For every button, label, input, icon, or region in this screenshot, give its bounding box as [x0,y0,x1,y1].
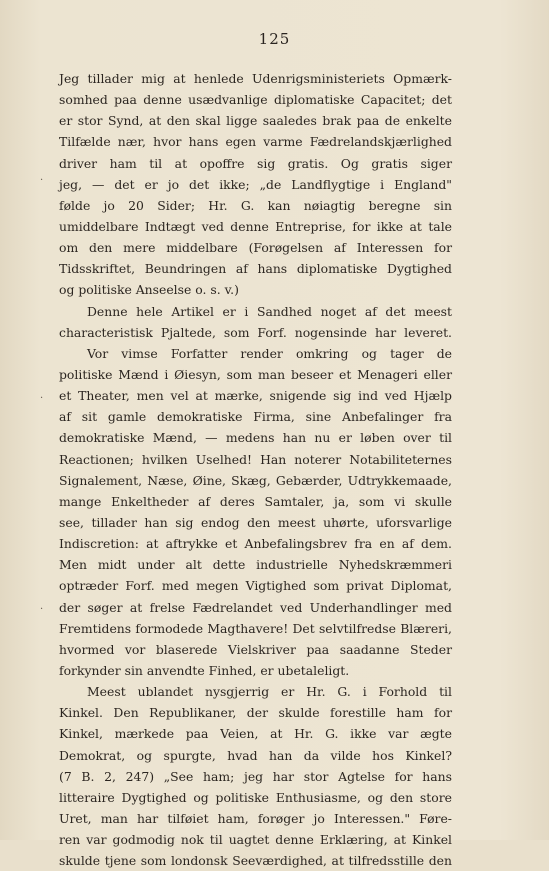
text-line: forkynder sin anvendte Finhed, er ubetaleligt. [59,662,350,678]
text-line: Vor vimse Forfatter render omkring og tager de [87,345,452,361]
text-line: Reactionen; hvilken Uselhed! Han noterer Notabiliteternes [59,451,452,467]
text-line: Denne hele Artikel er i Sandhed noget af det meest [87,303,452,319]
text-line: Meest ublandet nysgjerrig er Hr. G. i Forhold til [87,684,452,700]
text-line: Kinkel, mærkede paa Veien, at Hr. G. ikke var ægte [59,726,452,742]
text-line: ren var godmodig nok til uagtet denne Erklæring, at Kinkel [59,832,452,848]
text-line: politiske Mænd i Øiesyn, som man beseer et Menageri eller [59,366,452,382]
text-line: Signalement, Næse, Øine, Skæg, Gebærder, Udtrykkemaade, [59,472,452,488]
text-line: Indiscretion: at aftrykke et Anbefalingsbrev fra en af dem. [59,536,452,552]
text-line: skulde tjene som londonsk Seeværdighed, at tilfredsstille den [59,853,452,869]
margin-mark: · [40,175,44,186]
page-number: 125 [258,30,291,48]
text-line: Demokrat, og spurgte, hvad han da vilde hos Kinkel? [59,747,452,763]
text-line: characteristisk Pjaltede, som Forf. nogensinde har leveret. [59,324,452,340]
text-line: følde jo 20 Sider; Hr. G. kan nøiagtig beregne sin [59,197,452,213]
text-line: af sit gamle demokratiske Firma, sine Anbefalinger fra [59,409,452,425]
text-line: Fremtidens formodede Magthavere! Det selvtilfredse Blæreri, [59,620,452,636]
text-line: somhed paa denne usædvanlige diplomatiske Capacitet; det [59,92,452,108]
text-line: mange Enkeltheder af deres Samtaler, ja, som vi skulle [59,493,452,509]
text-line: umiddelbare Indtægt ved denne Entreprise, for ikke at tale [59,218,452,234]
text-line: Jeg tillader mig at henlede Udenrigsministeriets Opmærk- [59,71,452,86]
text-line: der søger at frelse Fædrelandet ved Underhandlinger med [59,599,452,615]
text-line: Kinkel. Den Republikaner, der skulde forestille ham for [59,705,452,721]
text-line: jeg, — det er jo det ikke; „de Landflygtige i England" [59,176,452,192]
text-line: driver ham til at opoffre sig gratis. Og gratis siger [59,155,452,171]
text-line: om den mere middelbare (Forøgelsen af Interessen for [59,240,452,256]
text-line: Uret, man har tilføiet ham, forøger jo Interessen." Føre- [59,810,452,826]
text-line: Tidsskriftet, Beundringen af hans diplomatiske Dygtighed [59,261,452,277]
text-line: Men midt under alt dette industrielle Nyhedskræmmeri [59,557,452,573]
body-text [59,68,452,871]
text-line: hvormed vor blaserede Vielskriver paa saadanne Steder [59,641,452,657]
text-line: et Theater, men vel at mærke, snigende sig ind ved Hjælp [59,388,452,404]
text-line: og politiske Anseelse o. s. v.) [59,282,239,298]
text-line: er stor Synd, at den skal ligge saaledes brak paa de enkelte [59,113,452,129]
text-line: optræder Forf. med megen Vigtighed som privat Diplomat, [59,578,452,594]
text-line: litteraire Dygtighed og politiske Enthusiasme, og den store [59,789,452,805]
margin-mark: · [40,604,44,615]
margin-mark: · [40,393,44,404]
text-line: see, tillader han sig endog den meest uhørte, uforsvarlige [59,514,452,530]
text-line: (7 B. 2, 247) „See ham; jeg har stor Agtelse for hans [59,768,452,784]
text-line: Tilfælde nær, hvor hans egen varme Fædrelandskjærlighed [59,134,452,150]
text-line: demokratiske Mænd, — medens han nu er løben over til [59,430,452,446]
